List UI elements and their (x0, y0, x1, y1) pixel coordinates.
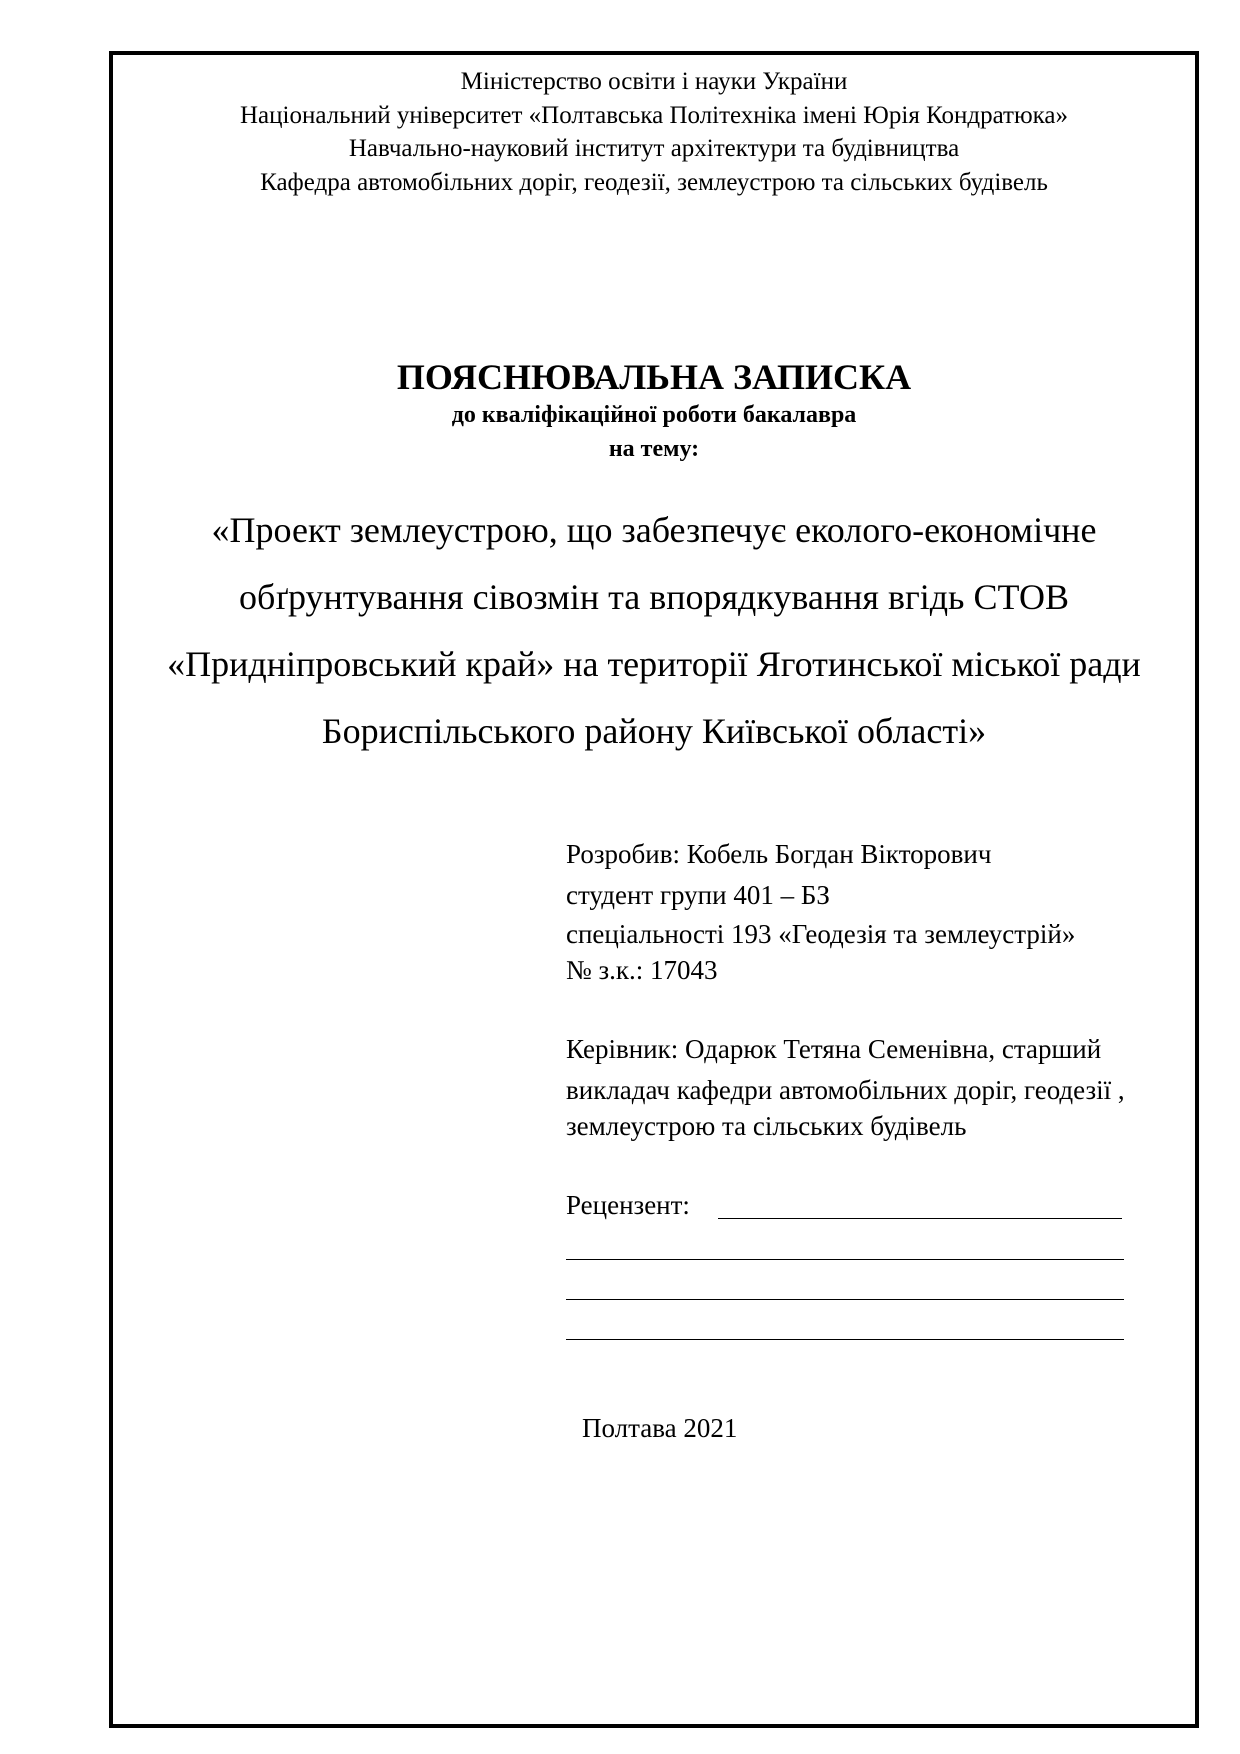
reviewer-blank-line (718, 1218, 1122, 1219)
author-record-number: № з.к.: 17043 (566, 955, 718, 985)
document-subtitle: до кваліфікаційної роботи бакалавра (451, 402, 857, 428)
department-line: Кафедра автомобільних доріг, геодезії, землеустрою та сільських будівель (260, 169, 1048, 196)
supervisor-line-3: землеустрою та сільських будівель (566, 1111, 967, 1141)
topic-line-1: «Проект землеустрою, що забезпечує еколого-економічне (211, 510, 1097, 550)
city-year: Полтава 2021 (582, 1413, 738, 1443)
topic-line-4: Бориспільського району Київської області» (321, 711, 987, 751)
document-title: ПОЯСНЮВАЛЬНА ЗАПИСКА (396, 357, 912, 397)
reviewer-blank-line (566, 1339, 1124, 1340)
author-name: Розробив: Кобель Богдан Вікторович (566, 839, 992, 869)
author-specialty: спеціальності 193 «Геодезія та землеустрій» (566, 919, 1076, 949)
supervisor-line-2: викладач кафедри автомобільних доріг, геодезії , (566, 1075, 1125, 1105)
reviewer-label: Рецензент: (566, 1190, 690, 1220)
author-group: студент групи 401 – БЗ (566, 880, 830, 910)
reviewer-blank-line (566, 1299, 1124, 1300)
topic-line-2: обґрунтування сівозмін та впорядкування вгідь СТОВ (239, 577, 1069, 617)
university-line: Національний університет «Полтавська Політехніка імені Юрія Кондратюка» (239, 102, 1069, 129)
reviewer-blank-line (566, 1259, 1124, 1260)
ministry-line: Міністерство освіти і науки України (460, 68, 848, 95)
topic-label: на тему: (608, 436, 700, 462)
institute-line: Навчально-науковий інститут архітектури та будівництва (348, 135, 960, 162)
topic-line-3: «Придніпровський край» на території Яготинської міської ради (167, 644, 1141, 684)
supervisor-line-1: Керівник: Одарюк Тетяна Семенівна, старший (566, 1034, 1102, 1064)
